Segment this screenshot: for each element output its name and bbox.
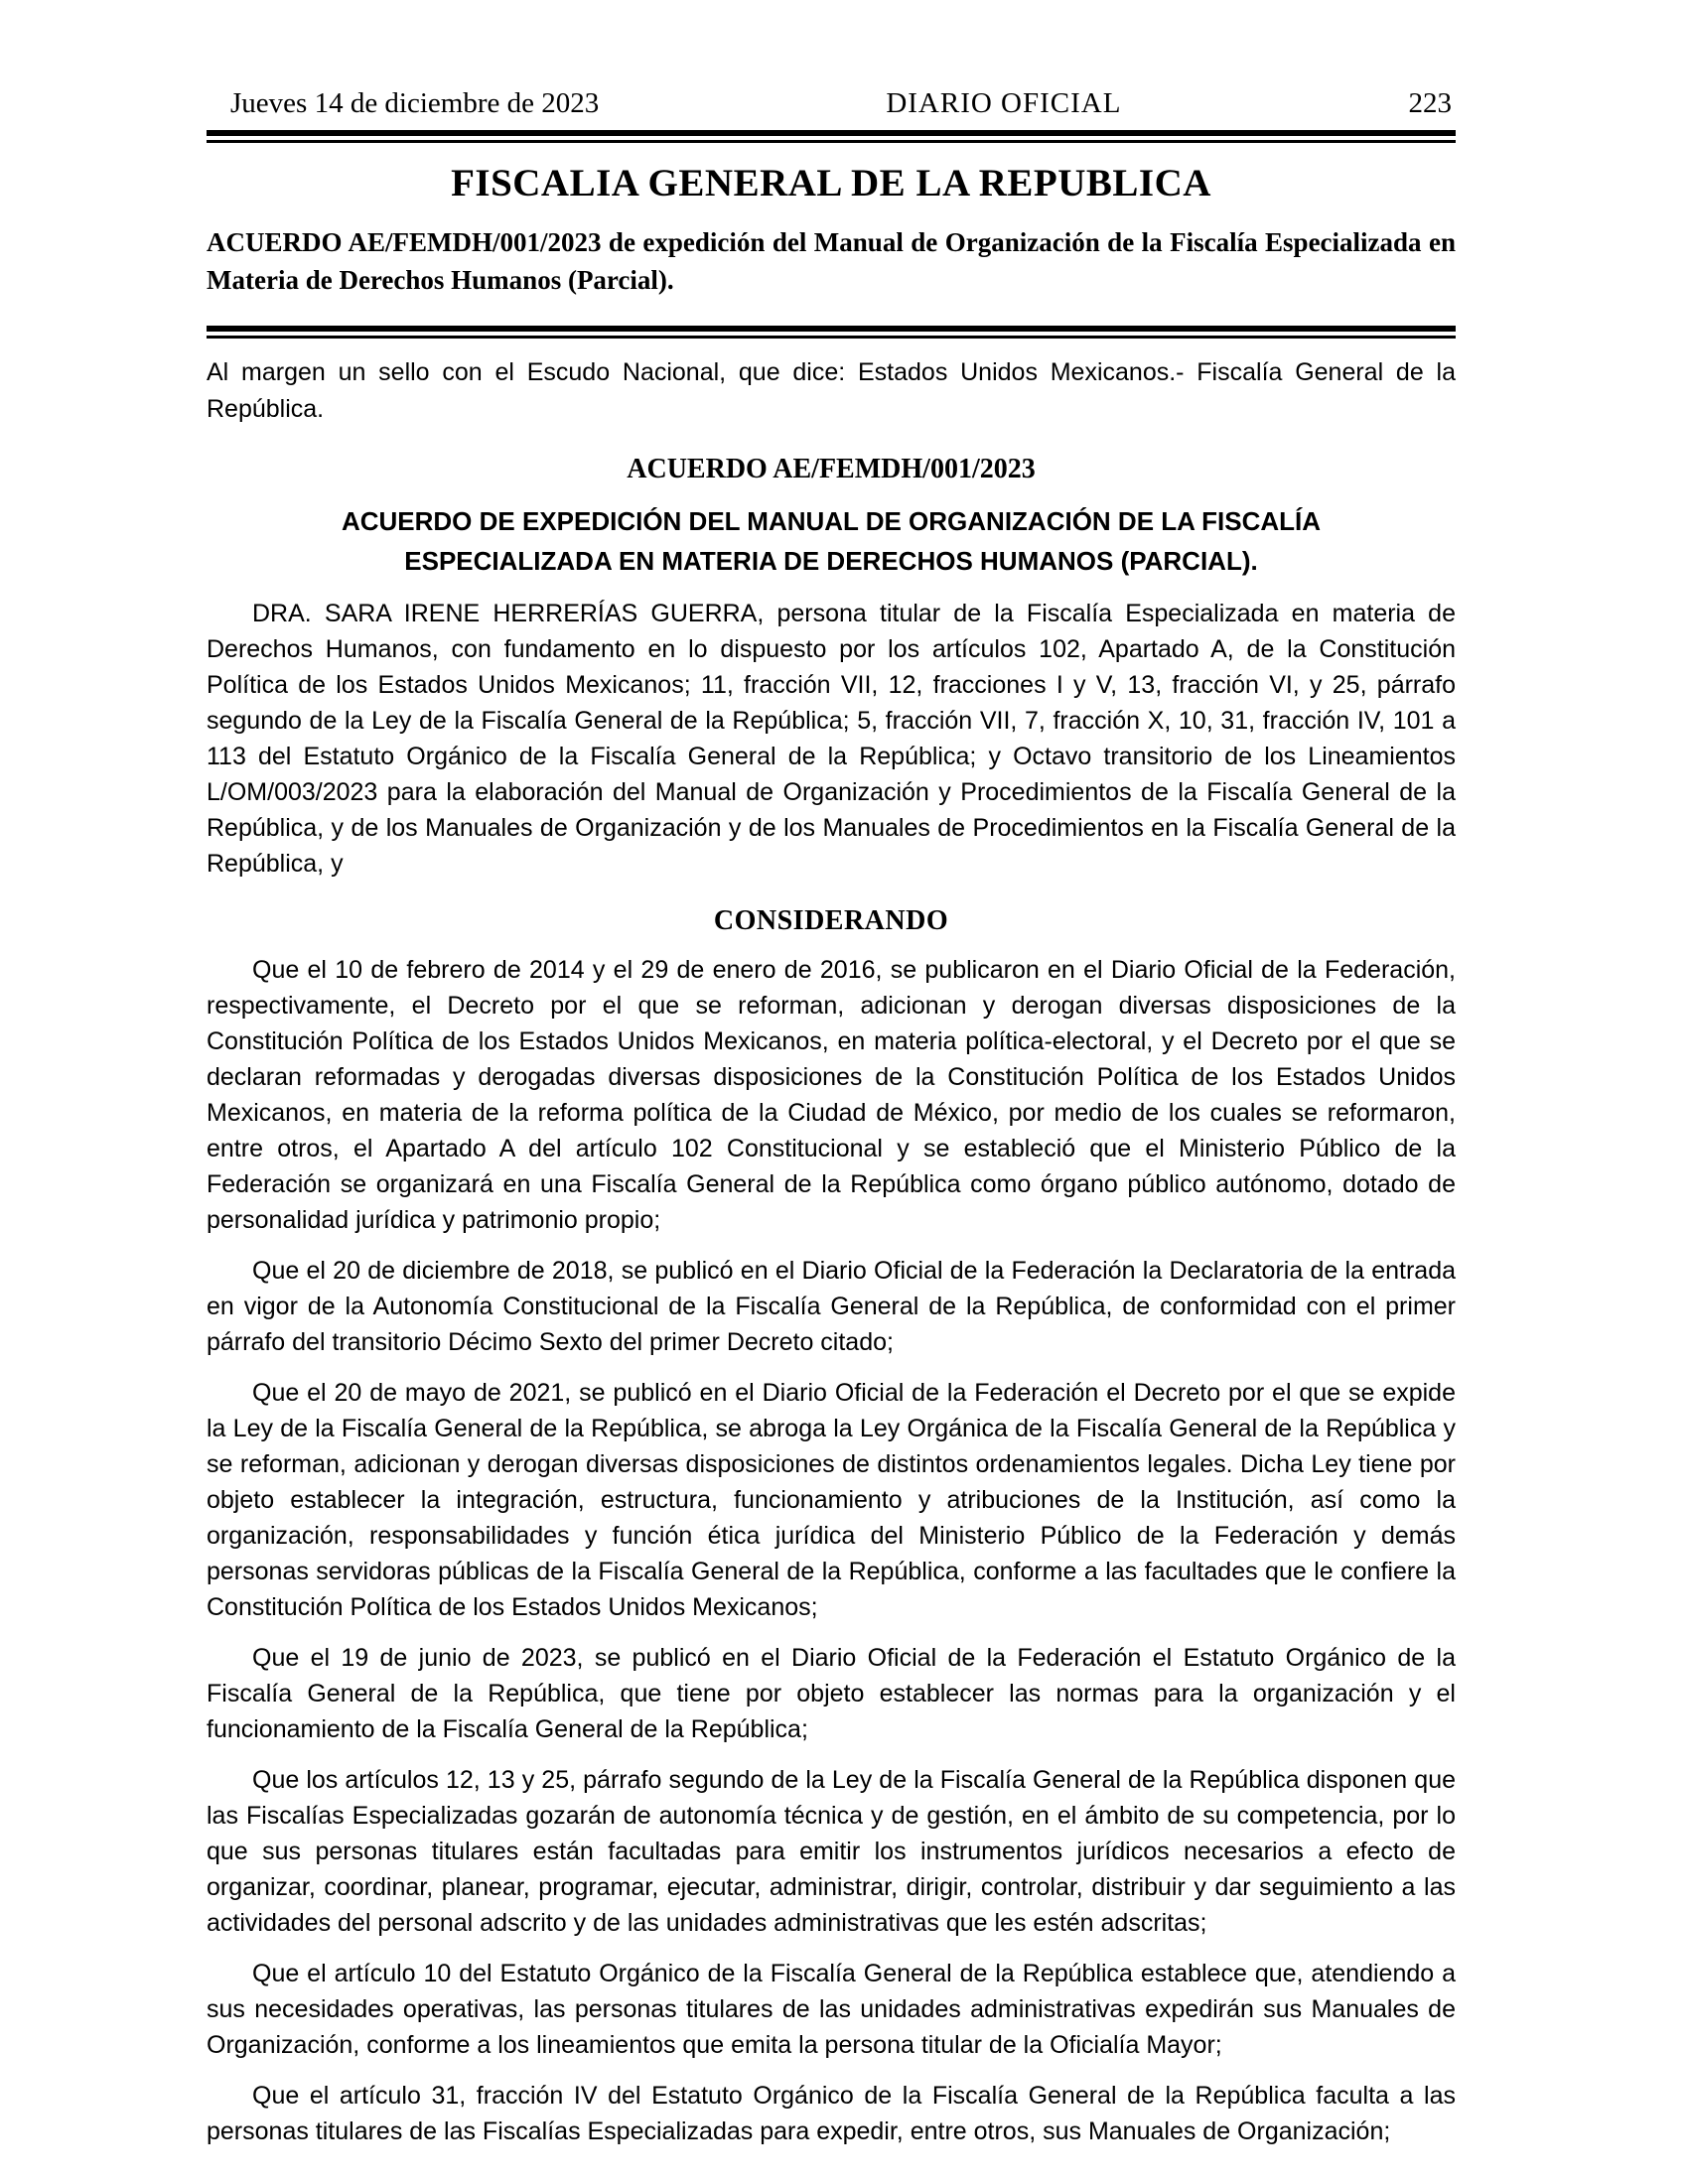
considerando-paragraph: Que el artículo 10 del Estatuto Orgánico de la Fiscalía General de la República establece que, atendiendo a sus necesidades operativas, las personas titulares de las unidades administrativas expedirán sus Manuales de Organización, conforme a los lineamientos que emita la persona titular de la Oficialía Mayor; <box>207 1960 1456 2059</box>
agreement-title-line-1: ACUERDO DE EXPEDICIÓN DEL MANUAL DE ORGANIZACIÓN DE LA FISCALÍA <box>341 506 1322 536</box>
page-content <box>207 0 1456 2149</box>
agreement-title <box>207 501 1456 581</box>
margin-seal-note: Al margen un sello con el Escudo Nacional, que dice: Estados Unidos Mexicanos.- Fiscalía General de la República. <box>207 358 1456 423</box>
agreement-code-heading: ACUERDO AE/FEMDH/001/2023 <box>627 454 1036 484</box>
header-divider-rule <box>207 130 1456 143</box>
considerando-heading: CONSIDERANDO <box>713 905 949 936</box>
considerando-paragraph: Que el 20 de mayo de 2021, se publicó en el Diario Oficial de la Federación el Decreto por el que se expide la Ley de la Fiscalía General de la República, se abroga la Ley Orgánica de la Fiscalía General de la República y se reforman, adicionan y derogan diversas disposiciones de distintos ordenamientos legales. Dicha Ley tiene por objeto establecer la integración, estructura, funcionamiento y atribuciones de la Institución, así como la organización, responsabilidades y función ética jurídica del Ministerio Público de la Federación y demás personas servidoras públicas de la Fiscalía General de la República, conforme a las facultades que le confiere la Constitución Política de los Estados Unidos Mexicanos; <box>207 1379 1456 1621</box>
intro-paragraph: DRA. SARA IRENE HERRERÍAS GUERRA, persona titular de la Fiscalía Especializada en materia de Derechos Humanos, con fundamento en lo dispuesto por los artículos 102, Apartado A, de la Constitución Política de los Estados Unidos Mexicanos; 11, fracción VII, 12, fracciones I y V, 13, fracción VI, y 25, párrafo segundo de la Ley de la Fiscalía General de la República; 5, fracción VII, 7, fracción X, 10, 31, fracción IV, 101 a 113 del Estatuto Orgánico de la Fiscalía General de la República; y Octavo transitorio de los Lineamientos L/OM/003/2023 para la elaboración del Manual de Organización y Procedimientos de la Fiscalía General de la República, y de los Manuales de Organización y de los Manuales de Procedimientos en la Fiscalía General de la República, y <box>207 600 1456 878</box>
summary-divider-rule <box>207 326 1456 339</box>
considerando-paragraph: Que el 19 de junio de 2023, se publicó en el Diario Oficial de la Federación el Estatuto Orgánico de la Fiscalía General de la República, que tiene por objeto establecer las normas para la organización y el funcionamiento de la Fiscalía General de la República; <box>207 1644 1456 1743</box>
considerando-paragraph: Que el artículo 31, fracción IV del Estatuto Orgánico de la Fiscalía General de la República faculta a las personas titulares de las Fiscalías Especializadas para expedir, entre otros, sus Manuales de Organización; <box>207 2082 1456 2145</box>
running-header <box>207 87 1456 120</box>
header-date: Jueves 14 de diciembre de 2023 <box>230 87 600 119</box>
considerando-paragraph: Que el 10 de febrero de 2014 y el 29 de enero de 2016, se publicaron en el Diario Oficial de la Federación, respectivamente, el Decreto por el que se reforman, adicionan y derogan diversas disposiciones de la Constitución Política de los Estados Unidos Mexicanos, en materia política-electoral, y el Decreto por el que se declaran reformadas y derogadas diversas disposiciones de la Constitución Política de los Estados Unidos Mexicanos, en materia de la reforma política de la Ciudad de México, por medio de los cuales se reformaron, entre otros, el Apartado A del artículo 102 Constitucional y se estableció que el Ministerio Público de la Federación se organizará en una Fiscalía General de la República como órgano público autónomo, dotado de personalidad jurídica y patrimonio propio; <box>207 956 1456 1234</box>
header-page-number: 223 <box>1408 87 1452 119</box>
agreement-title-line-2: ESPECIALIZADA EN MATERIA DE DERECHOS HUMANOS (PARCIAL). <box>404 546 1258 576</box>
considerando-paragraph: Que el 20 de diciembre de 2018, se publicó en el Diario Oficial de la Federación la Declaratoria de la entrada en vigor de la Autonomía Constitucional de la Fiscalía General de la República, de conformidad con el primer párrafo del transitorio Décimo Sexto del primer Decreto citado; <box>207 1257 1456 1356</box>
header-publication-title: DIARIO OFICIAL <box>886 87 1122 119</box>
considerando-paragraph: Que los artículos 12, 13 y 25, párrafo segundo de la Ley de la Fiscalía General de la República disponen que las Fiscalías Especializadas gozarán de autonomía técnica y de gestión, en el ámbito de su competencia, por lo que sus personas titulares están facultadas para emitir los instrumentos jurídicos necesarios a efecto de organizar, coordinar, planear, programar, ejecutar, administrar, dirigir, controlar, distribuir y dar seguimiento a las actividades del personal adscrito y de las unidades administrativas que les estén adscritas; <box>207 1766 1456 1937</box>
agency-title: FISCALIA GENERAL DE LA REPUBLICA <box>451 162 1211 205</box>
decree-summary: ACUERDO AE/FEMDH/001/2023 de expedición del Manual de Organización de la Fiscalía Especializada en Materia de Derechos Humanos (Parcial). <box>207 227 1456 295</box>
